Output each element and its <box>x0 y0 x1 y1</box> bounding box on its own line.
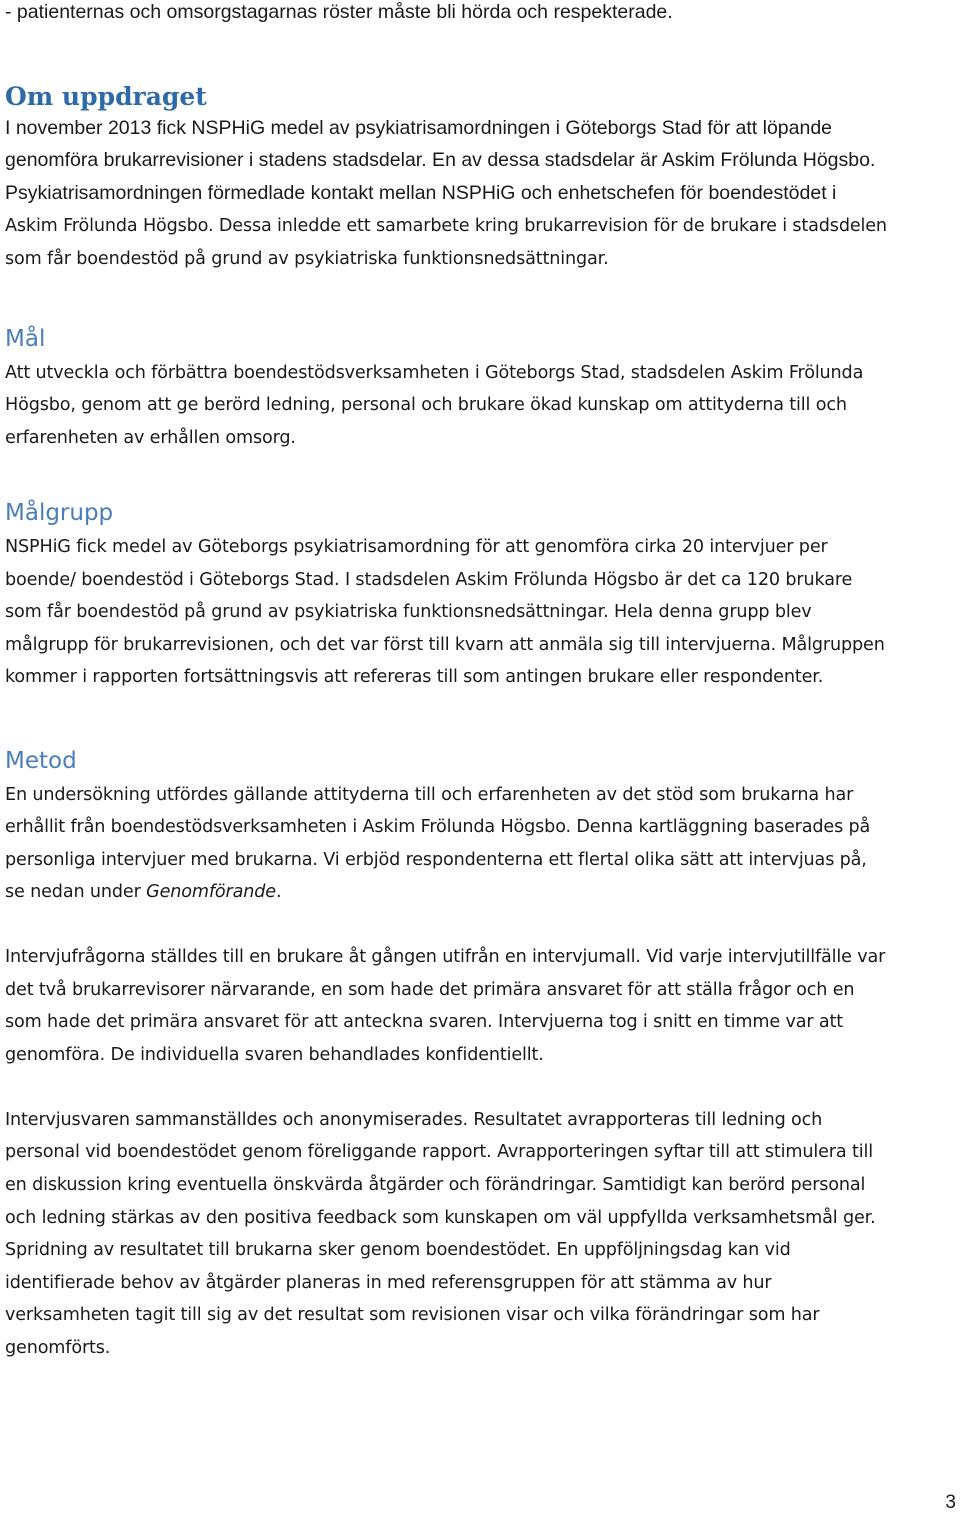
metod-p3-line-1: Intervjusvaren sammanställdes och anonymiserades. Resultatet avrapporteras till ledning och <box>5 1110 823 1130</box>
metod-p3-line-5: Spridning av resultatet till brukarna sker genom boendestödet. En uppföljningsdag kan vid <box>5 1240 791 1260</box>
malgrupp-line-5: kommer i rapporten fortsättningsvis att refereras till som antingen brukare eller respondenter. <box>5 667 824 687</box>
metod-p2-line-2: det två brukarrevisorer närvarande, en som hade det primära ansvaret för att ställa frågor och en <box>5 980 855 1000</box>
intro-line: - patienternas och omsorgstagarnas röster måste bli hörda och respekterade. <box>5 1 673 23</box>
metod-p3-line-3: en diskussion kring eventuella önskvärda åtgärder och förändringar. Samtidigt kan berörd personal <box>5 1175 866 1195</box>
metod-p1-last-prefix: se nedan under <box>5 882 147 902</box>
metod-p2-line-4: genomföra. De individuella svaren behandlades konfidentiellt. <box>5 1045 544 1065</box>
heading-mal: Mål <box>5 326 46 352</box>
metod-p3-line-8: genomförts. <box>5 1338 111 1358</box>
uppdraget-line-4: Askim Frölunda Högsbo. Dessa inledde ett samarbete kring brukarrevision för de brukare i stadsdelen <box>5 216 887 236</box>
metod-p1-last-suffix: . <box>275 882 282 902</box>
genomforande-reference: Genomförande <box>146 882 276 902</box>
metod-p3-line-7: verksamheten tagit till sig av det resultat som revisionen visar och vilka förändringar som har <box>5 1305 820 1325</box>
malgrupp-line-1: NSPHiG fick medel av Göteborgs psykiatrisamordning för att genomföra cirka 20 intervjuer per <box>5 537 828 557</box>
metod-p3-line-6: identifierade behov av åtgärder planeras in med referensgruppen för att stämma av hur <box>5 1273 772 1293</box>
metod-p1-line-2: erhållit från boendestödsverksamheten i Askim Frölunda Högsbo. Denna kartläggning baserades på <box>5 817 871 837</box>
mal-line-3: erfarenheten av erhållen omsorg. <box>5 428 296 448</box>
malgrupp-line-3: som får boendestöd på grund av psykiatriska funktionsnedsättningar. Hela denna grupp blev <box>5 602 812 622</box>
metod-p2-line-1: Intervjufrågorna ställdes till en brukare åt gången utifrån en intervjumall. Vid varje intervjutillfälle var <box>5 947 886 967</box>
page-number: 3 <box>945 1492 956 1513</box>
mal-line-1: Att utveckla och förbättra boendestödsverksamheten i Göteborgs Stad, stadsdelen Askim Frölunda <box>5 363 864 383</box>
metod-p3-line-4: och ledning stärkas av den positiva feedback som kunskapen om väl uppfyllda verksamhetsmål ger. <box>5 1208 876 1228</box>
uppdraget-line-3: Psykiatrisamordningen förmedlade kontakt mellan NSPHiG och enhetschefen för boendestödet i <box>5 182 837 204</box>
malgrupp-line-4: målgrupp för brukarrevisionen, och det var först till kvarn att anmäla sig till intervjuerna. Målgruppen <box>5 635 885 655</box>
uppdraget-line-2: genomföra brukarrevisioner i stadens stadsdelar. En av dessa stadsdelar är Askim Frölunda Högsbo. <box>5 149 876 171</box>
metod-p1-line-1: En undersökning utfördes gällande attityderna till och erfarenheten av det stöd som brukarna har <box>5 785 854 805</box>
heading-metod: Metod <box>5 748 77 774</box>
metod-p1-line-3: personliga intervjuer med brukarna. Vi erbjöd respondenterna ett flertal olika sätt att intervjuas på, <box>5 850 867 870</box>
mal-line-2: Högsbo, genom att ge berörd ledning, personal och brukare ökad kunskap om attityderna till och <box>5 395 847 415</box>
metod-p1-line-4 <box>5 880 281 904</box>
malgrupp-line-2: boende/ boendestöd i Göteborgs Stad. I stadsdelen Askim Frölunda Högsbo är det ca 120 brukare <box>5 570 853 590</box>
metod-p3-line-2: personal vid boendestödet genom föreliggande rapport. Avrapporteringen syftar till att stimulera till <box>5 1142 873 1162</box>
uppdraget-line-5: som får boendestöd på grund av psykiatriska funktionsnedsättningar. <box>5 249 609 269</box>
metod-p2-line-3: som hade det primära ansvaret för att anteckna svaren. Intervjuerna tog i snitt en timme var att <box>5 1012 844 1032</box>
uppdraget-line-1: I november 2013 fick NSPHiG medel av psykiatrisamordningen i Göteborgs Stad för att löpande <box>5 117 833 139</box>
heading-om-uppdraget: Om uppdraget <box>5 82 207 111</box>
heading-malgrupp: Målgrupp <box>5 500 114 526</box>
